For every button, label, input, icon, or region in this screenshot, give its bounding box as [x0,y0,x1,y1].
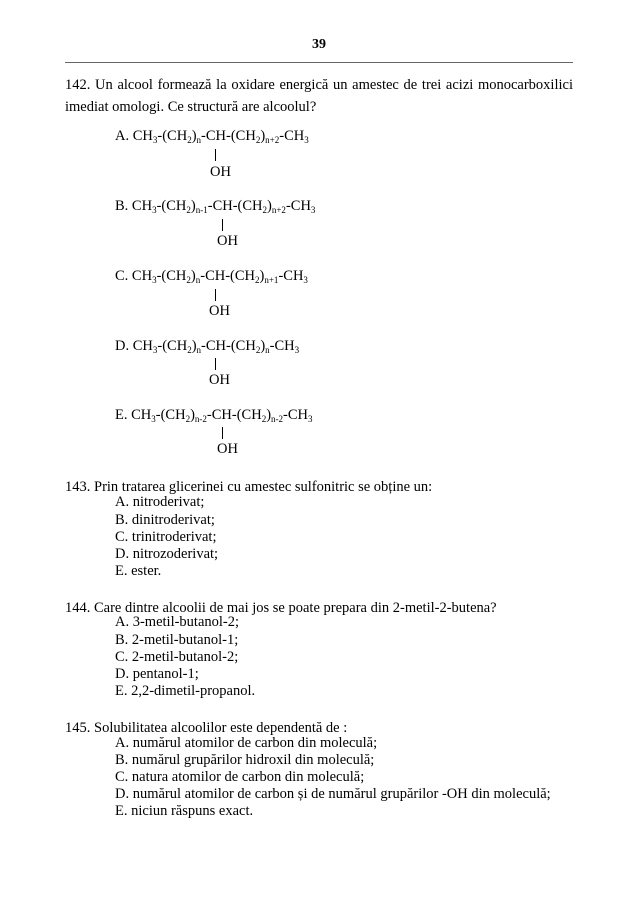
q142-option-e: E. $CH_3-(CH_2)_{n-2}-CH-(CH_2)_{n-2}-CH_3$ [115,407,313,424]
q144-option-e: E. 2,2-dimetil-propanol. [115,683,256,699]
q145-option-a: A. numărul atomilor de carbon din moleculă; [115,735,378,751]
q142-option-b: B. $CH_3-(CH_2)_{n-1}-CH-(CH_2)_{n+2}-CH_3$ [115,198,316,215]
question-142-text: 142. Un alcool formează la oxidare energică un amestec de trei acizi monocarboxilici imediat omologi. Ce structură are alcoolul? [65,77,573,115]
bond-line [222,427,223,439]
q142-option-d: D. $CH_3-(CH_2)_n-CH-(CH_2)_n-CH_3$ [115,338,300,355]
q142-option-c-oh: OH [209,303,230,319]
q143-option-d: D. nitrozoderivat; [115,546,219,562]
q143-option-a: A. nitroderivat; [115,494,205,510]
q143-option-e: E. ester. [115,563,162,579]
q142-option-a-oh: OH [210,164,231,180]
q142-option-e-oh: OH [217,441,238,457]
question-143-text: 143. Prin tratarea glicerinei cu amestec sulfonitric se obține un: [65,479,433,495]
header-rule [65,62,573,63]
q142-option-d-oh: OH [209,372,230,388]
bond-line [215,149,216,161]
q142-option-c: C. $CH_3-(CH_2)_n-CH-(CH_2)_{n+1}-CH_3$ [115,268,308,285]
q143-option-b: B. dinitroderivat; [115,512,215,528]
q145-option-d: D. numărul atomilor de carbon și de numărul grupărilor -OH din moleculă; [115,786,551,802]
q144-option-d: D. pentanol-1; [115,666,199,682]
question-144-text: 144. Care dintre alcoolii de mai jos se poate prepara din 2-metil-2-butena? [65,600,497,616]
q143-option-c: C. trinitroderivat; [115,529,217,545]
page-number: 39 [312,37,326,52]
q142-option-a: A. $CH_3-(CH_2)_n-CH-(CH_2)_{n+2}-CH_3$ [115,128,309,145]
q144-option-a: A. 3-metil-butanol-2; [115,614,240,630]
q142-option-b-oh: OH [217,233,238,249]
bond-line [222,219,223,231]
q145-option-e: E. niciun răspuns exact. [115,803,254,819]
question-145-text: 145. Solubilitatea alcoolilor este dependentă de : [65,720,348,736]
q144-option-b: B. 2-metil-butanol-1; [115,632,239,648]
q145-option-c: C. natura atomilor de carbon din moleculă; [115,769,365,785]
bond-line [215,289,216,301]
q144-option-c: C. 2-metil-butanol-2; [115,649,239,665]
q145-option-b: B. numărul grupărilor hidroxil din moleculă; [115,752,375,768]
bond-line [215,358,216,370]
